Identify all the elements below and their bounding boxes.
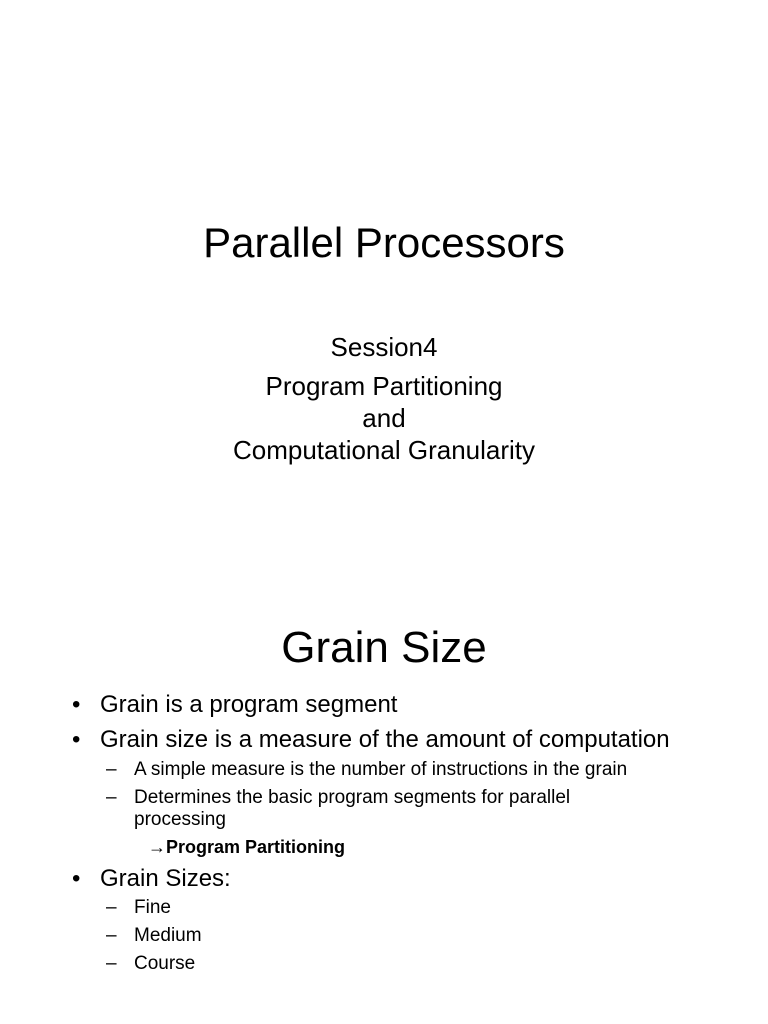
bullet-text: Grain Sizes: [100, 865, 231, 892]
bullet-marker: – [106, 787, 117, 808]
bullet-marker: – [106, 897, 117, 918]
bullet-marker: – [106, 759, 117, 780]
bullet-marker: • [72, 726, 81, 753]
bullet-text: Medium [134, 925, 202, 946]
subtitle-session: Session4 [330, 332, 438, 362]
bullet-text: processing [134, 809, 226, 830]
bullet-text: Course [134, 953, 196, 974]
slide-title: Grain Size [281, 623, 487, 672]
bullet-marker: – [106, 953, 117, 974]
bullet-marker: • [72, 691, 81, 718]
bullet-text: Grain size is a measure of the amount of computation [100, 726, 670, 753]
arrow-icon: → [148, 837, 166, 857]
subtitle-line-and: and [362, 403, 406, 433]
bullet-marker: – [106, 925, 117, 946]
grain-size-slide [0, 576, 768, 1024]
bullet-marker: • [72, 865, 81, 892]
bullet-text: A simple measure is the number of instructions in the grain [134, 759, 628, 780]
list-item [148, 836, 345, 858]
bullet-text: Fine [134, 897, 171, 918]
slide-title: Parallel Processors [203, 219, 565, 266]
bullet-text: Grain is a program segment [100, 691, 398, 718]
bullet-text: Determines the basic program segments for parallel [134, 787, 571, 808]
subtitle-line-granularity: Computational Granularity [232, 435, 536, 465]
subtitle-line-partitioning: Program Partitioning [265, 371, 503, 401]
slide-subtitle [0, 332, 768, 466]
bullet-text: Program Partitioning [166, 837, 346, 857]
